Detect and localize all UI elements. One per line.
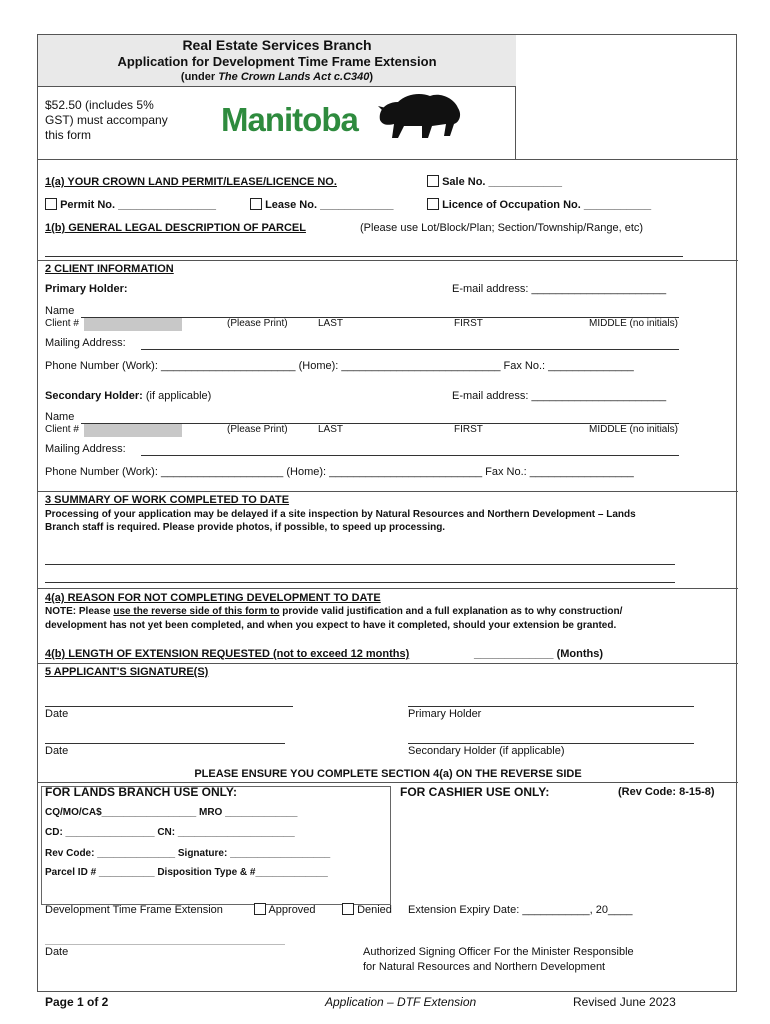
legal-description-line[interactable] xyxy=(45,256,683,257)
permit-checkbox[interactable] xyxy=(45,198,57,210)
form-name-footer: Application – DTF Extension xyxy=(325,995,477,1009)
cashier-heading: FOR CASHIER USE ONLY: xyxy=(400,785,550,799)
cd-cn-fields[interactable]: CD: ________________ CN: _____________________ xyxy=(45,827,295,838)
section-4b-heading: 4(b) LENGTH OF EXTENSION REQUESTED (not to exceed 12 months) xyxy=(45,648,410,660)
manitoba-logo-text: Manitoba xyxy=(221,101,358,138)
act-reference: (under The Crown Lands Act c.C340) xyxy=(180,71,374,83)
reverse-side-reminder: PLEASE ENSURE YOU COMPLETE SECTION 4(a) ON THE REVERSE SIDE xyxy=(194,768,582,780)
secondary-client-number-field[interactable] xyxy=(84,424,182,437)
primary-mailing-line[interactable] xyxy=(141,349,679,350)
primary-client-number-field[interactable] xyxy=(84,318,182,331)
section-1a-heading: 1(a) YOUR CROWN LAND PERMIT/LEASE/LICENCE NO. xyxy=(45,176,337,188)
divider xyxy=(38,663,738,664)
authorized-officer-line2: for Natural Resources and Northern Development xyxy=(363,961,606,973)
summary-line-1[interactable] xyxy=(45,564,675,565)
licence-no-field[interactable]: Licence of Occupation No. ___________ xyxy=(427,198,651,211)
secondary-email-field[interactable]: E-mail address: ______________________ xyxy=(452,390,667,402)
secondary-mailing-line[interactable] xyxy=(141,455,679,456)
rev-code-header: (Rev Code: 8-15-8) xyxy=(618,786,715,798)
date-label-2: Date xyxy=(45,745,69,757)
section-4a-note-line2: development has not yet been completed, and when you expect to have it completed, should your extension be granted. xyxy=(45,620,617,631)
authorized-officer-line1: Authorized Signing Officer For the Minister Responsible xyxy=(363,946,634,958)
cq-mro-fields[interactable]: CQ/MO/CA$_________________ MRO _____________ xyxy=(45,807,298,818)
sale-checkbox[interactable] xyxy=(427,175,439,187)
secondary-phone-fields[interactable]: Phone Number (Work): ____________________ (Home): _________________________ Fax No.: _________________ xyxy=(45,466,634,478)
date-line-1[interactable] xyxy=(45,706,293,707)
primary-phone-fields[interactable]: Phone Number (Work): ______________________ (Home): __________________________ Fax No.: ______________ xyxy=(45,360,634,372)
secondary-signature-line[interactable] xyxy=(408,743,694,744)
middle-name-label: MIDDLE (no initials) xyxy=(589,318,678,329)
secondary-holder-label: Secondary Holder: (if applicable) xyxy=(45,390,212,402)
officer-date-label: Date xyxy=(45,946,69,958)
section-4a-note: NOTE: Please use the reverse side of this form to provide valid justification and a full explanation as to why construction/ xyxy=(45,606,623,617)
divider xyxy=(38,491,738,492)
secondary-name-label: Name xyxy=(45,411,75,423)
last-name-label: LAST xyxy=(318,318,344,329)
expiry-date-field[interactable]: Extension Expiry Date: ___________, 20____ xyxy=(408,904,633,916)
denied-option[interactable]: Denied xyxy=(342,903,392,916)
officer-date-line[interactable] xyxy=(45,944,285,945)
primary-name-label: Name xyxy=(45,305,75,317)
permit-no-field[interactable]: Permit No. ________________ xyxy=(45,198,216,211)
summary-line-2[interactable] xyxy=(45,582,675,583)
section-5-heading: 5 APPLICANT'S SIGNATURE(S) xyxy=(45,666,209,678)
primary-holder-label: Primary Holder: xyxy=(45,283,128,295)
extension-months-field[interactable]: _____________ (Months) xyxy=(474,648,604,660)
please-print-note: (Please Print) xyxy=(227,424,288,435)
dtf-extension-label: Development Time Frame Extension xyxy=(45,904,223,916)
date-label-1: Date xyxy=(45,708,69,720)
date-line-2[interactable] xyxy=(45,743,285,744)
bison-logo-icon xyxy=(376,90,464,140)
section-3-note-line2: Branch staff is required. Please provide photos, if possible, to speed up processing. xyxy=(45,522,446,533)
middle-name-label: MIDDLE (no initials) xyxy=(589,424,678,435)
primary-signature-line[interactable] xyxy=(408,706,694,707)
sale-no-field[interactable]: Sale No. ____________ xyxy=(427,175,562,188)
first-name-label: FIRST xyxy=(454,318,483,329)
primary-email-field[interactable]: E-mail address: ______________________ xyxy=(452,283,667,295)
divider xyxy=(38,159,738,160)
approved-option[interactable]: Approved xyxy=(254,903,316,916)
legal-description-hint: (Please use Lot/Block/Plan; Section/Township/Range, etc) xyxy=(360,222,644,234)
divider xyxy=(38,782,738,783)
form-title: Application for Development Time Frame Extension xyxy=(117,54,437,69)
lands-branch-use-box xyxy=(41,786,391,905)
parcel-disposition-fields[interactable]: Parcel ID # __________ Disposition Type & #_____________ xyxy=(45,867,328,878)
divider xyxy=(38,588,738,589)
primary-holder-signature-label: Primary Holder xyxy=(408,708,482,720)
page-number: Page 1 of 2 xyxy=(45,995,109,1009)
last-name-label: LAST xyxy=(318,424,344,435)
revision-date: Revised June 2023 xyxy=(573,995,676,1009)
application-form xyxy=(37,34,737,1009)
branch-name: Real Estate Services Branch xyxy=(182,37,372,53)
please-print-note: (Please Print) xyxy=(227,318,288,329)
section-3-note-line1: Processing of your application may be delayed if a site inspection by Natural Resources and Northern Development – Lands xyxy=(45,509,636,520)
section-4a-heading: 4(a) REASON FOR NOT COMPLETING DEVELOPMENT TO DATE xyxy=(45,592,381,604)
secondary-holder-signature-label: Secondary Holder (if applicable) xyxy=(408,745,565,757)
lease-checkbox[interactable] xyxy=(250,198,262,210)
approved-checkbox[interactable] xyxy=(254,903,266,915)
primary-client-label: Client # xyxy=(45,318,79,329)
fee-note: $52.50 (includes 5% GST) must accompany this form xyxy=(45,98,168,142)
secondary-mailing-label: Mailing Address: xyxy=(45,443,126,455)
rev-code-signature-fields[interactable]: Rev Code: ______________ Signature: __________________ xyxy=(45,848,331,859)
secondary-client-label: Client # xyxy=(45,424,79,435)
denied-checkbox[interactable] xyxy=(342,903,354,915)
lands-branch-heading: FOR LANDS BRANCH USE ONLY: xyxy=(45,785,238,799)
section-3-heading: 3 SUMMARY OF WORK COMPLETED TO DATE xyxy=(45,494,290,506)
lease-no-field[interactable]: Lease No. ____________ xyxy=(250,198,394,211)
divider xyxy=(38,260,738,261)
section-1b-heading: 1(b) GENERAL LEGAL DESCRIPTION OF PARCEL xyxy=(45,222,306,234)
first-name-label: FIRST xyxy=(454,424,483,435)
licence-checkbox[interactable] xyxy=(427,198,439,210)
primary-mailing-label: Mailing Address: xyxy=(45,337,126,349)
section-2-heading: 2 CLIENT INFORMATION xyxy=(45,263,174,275)
